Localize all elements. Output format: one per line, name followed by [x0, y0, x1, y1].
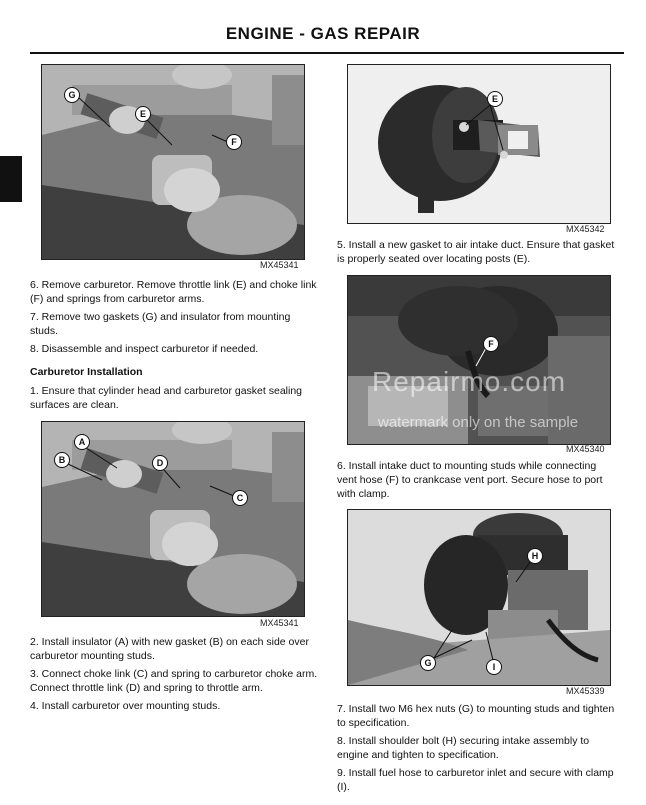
callout-i: I: [486, 659, 502, 675]
step-install-intake-duct: 6. Install intake duct to mounting studs while connecting vent hose (F) to crankcase vent port. Secure hose to port with clamp.: [337, 460, 603, 500]
title-rule: [30, 52, 624, 54]
figure-id: MX45341: [260, 618, 299, 628]
callout-g: G: [420, 655, 436, 671]
figure-id: MX45341: [260, 260, 299, 270]
figure-id: MX45340: [566, 444, 605, 454]
callout-e: E: [135, 106, 151, 122]
figure-carburetor-removal: [41, 64, 305, 260]
callout-f: F: [226, 134, 242, 150]
section-tab: [0, 156, 22, 202]
callout-f: F: [483, 336, 499, 352]
callout-c: C: [232, 490, 248, 506]
step-disassemble: 8. Disassemble and inspect carburetor if needed.: [30, 343, 259, 355]
figure-carburetor-install: [41, 421, 305, 617]
callout-g: G: [64, 87, 80, 103]
figure-intake-assembly: [347, 509, 611, 686]
step-ensure-clean: 1. Ensure that cylinder head and carburetor gasket sealing surfaces are clean.: [30, 385, 303, 411]
figure-id: MX45339: [566, 686, 605, 696]
step-connect-links: 3. Connect choke link (C) and spring to carburetor choke arm. Connect throttle link (D) and spring to throttle arm.: [30, 668, 318, 694]
figure-id: MX45342: [566, 224, 605, 234]
step-install-carburetor: 4. Install carburetor over mounting studs.: [30, 700, 221, 712]
figure-intake-duct: [347, 64, 611, 224]
step-remove-gaskets: 7. Remove two gaskets (G) and insulator from mounting studs.: [30, 311, 291, 337]
step-install-insulator: 2. Install insulator (A) with new gasket (B) on each side over carburetor mounting studs.: [30, 636, 309, 662]
watermark-text: Repairmo.com: [372, 366, 567, 397]
step-install-hex-nuts: 7. Install two M6 hex nuts (G) to mounting studs and tighten to specification.: [337, 703, 615, 729]
callout-e: E: [487, 91, 503, 107]
step-remove-carburetor: 6. Remove carburetor. Remove throttle link (E) and choke link (F) and springs from carburetor arms.: [30, 279, 317, 305]
callout-b: B: [54, 452, 70, 468]
page-title: ENGINE - GAS REPAIR: [225, 24, 421, 43]
watermark-caption: watermark only on the sample: [378, 414, 579, 431]
step-install-gasket: 5. Install a new gasket to air intake duct. Ensure that gasket is properly seated over locating posts (E).: [337, 239, 615, 265]
section-heading: Carburetor Installation: [30, 366, 143, 378]
step-install-fuel-hose: 9. Install fuel hose to carburetor inlet and secure with clamp (I).: [337, 767, 614, 793]
callout-h: H: [527, 548, 543, 564]
step-install-shoulder-bolt: 8. Install shoulder bolt (H) securing intake assembly to engine and tighten to specification.: [337, 735, 590, 761]
callout-a: A: [74, 434, 90, 450]
callout-d: D: [152, 455, 168, 471]
